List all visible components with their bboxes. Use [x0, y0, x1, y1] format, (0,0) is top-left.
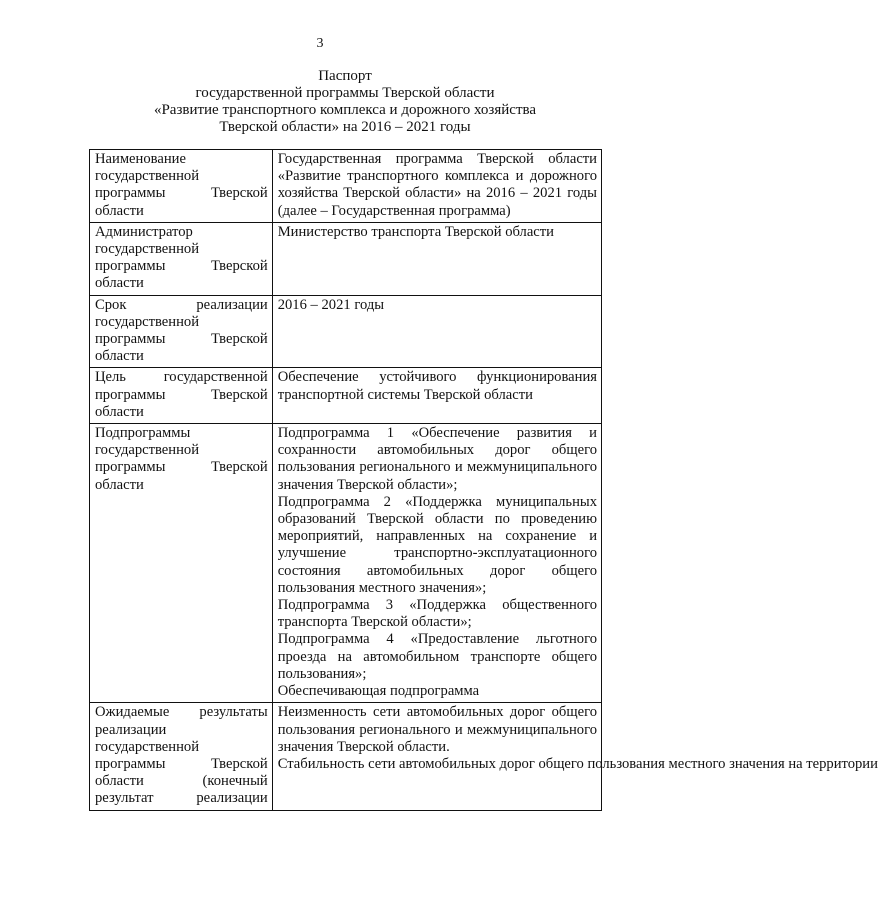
passport-table — [89, 149, 878, 811]
table-row — [90, 703, 602, 810]
subprogram-3: Подпрограмма 3 «Поддержка общественного транспорта Тверской области»; — [277, 597, 597, 631]
row-label-expected-results: Ожидаемые результаты реализации государственной программы Тверской области (конечный результат реализации — [90, 703, 273, 810]
row-value-administrator: Министерство транспорта Тверской области — [272, 222, 601, 295]
expected-result-1: Неизменность сети автомобильных дорог общего пользования регионального и межмуниципального значения Тверской области. — [277, 704, 597, 755]
expected-result-2: Стабильность сети автомобильных дорог общего пользования местного значения на территории — [277, 755, 878, 772]
subprogram-1: Подпрограмма 1 «Обеспечение развития и сохранности автомобильных дорог общего пользования регионального и межмуниципального значения Тверской области»; — [277, 425, 597, 493]
title-line-4: Тверской области» на 2016 – 2021 годы — [219, 119, 471, 135]
subprogram-2: Подпрограмма 2 «Поддержка муниципальных образований Тверской области по проведению мероприятий, направленных на сохранение и улучшение транспортно-эксплуатационного состояния автомобильных дорог общего пользования местного значения»; — [277, 493, 597, 596]
page-number: 3 — [316, 36, 324, 51]
row-value-expected-results — [272, 703, 878, 810]
document-title — [90, 68, 600, 136]
subprogram-support: Обеспечивающая подпрограмма — [277, 683, 480, 700]
table-row — [90, 424, 602, 703]
row-value-goal: Обеспечение устойчивого функционирования транспортной системы Тверской области — [272, 368, 601, 424]
table-row — [90, 150, 602, 223]
table-row — [90, 222, 602, 295]
row-label-subprograms: Подпрограммы государственной программы Тверской области — [90, 424, 273, 703]
title-line-2: государственной программы Тверской области — [195, 85, 495, 101]
table-row — [90, 295, 602, 368]
row-label-administrator: Администратор государственной программы Тверской области — [90, 222, 273, 295]
subprogram-4: Подпрограмма 4 «Предоставление льготного проезда на автомобильном транспорте общего пользования»; — [277, 631, 597, 682]
row-value-subprograms — [272, 424, 601, 703]
row-value-term: 2016 – 2021 годы — [272, 295, 601, 368]
title-line-1: Паспорт — [318, 68, 372, 84]
table-row — [90, 368, 602, 424]
row-label-goal: Цель государственной программы Тверской области — [90, 368, 273, 424]
row-label-name: Наименование государственной программы Тверской области — [90, 150, 273, 223]
row-label-term: Срок реализации государственной программы Тверской области — [90, 295, 273, 368]
row-value-name: Государственная программа Тверской области «Развитие транспортного комплекса и дорожного хозяйства Тверской области» на 2016 – 2021 годы (далее – Государственная программа) — [272, 150, 601, 223]
title-line-3: «Развитие транспортного комплекса и дорожного хозяйства — [153, 102, 537, 118]
